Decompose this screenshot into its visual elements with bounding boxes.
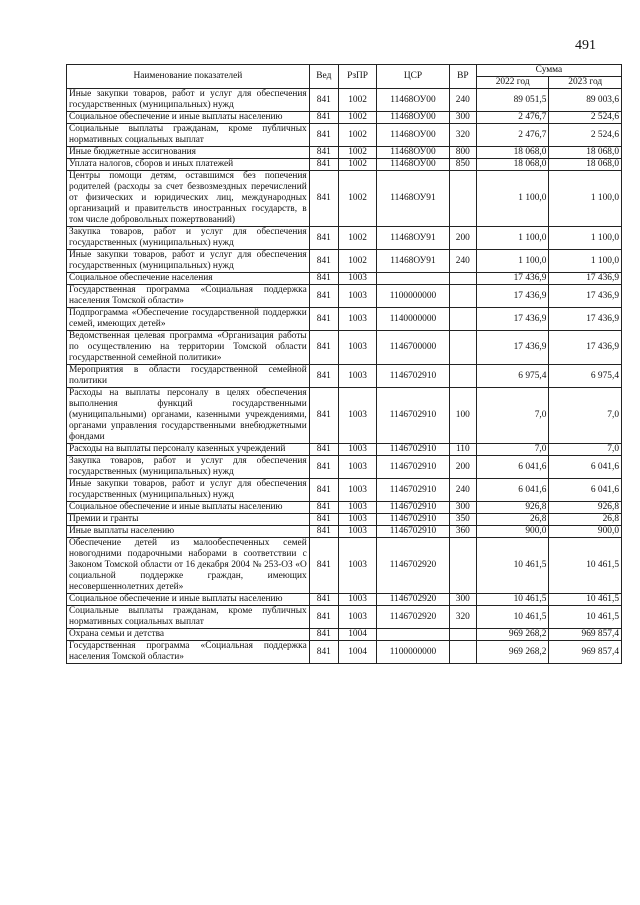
cell-csr bbox=[377, 629, 450, 641]
cell-csr: 1146702910 bbox=[377, 444, 450, 456]
table-row bbox=[67, 479, 622, 502]
cell-sum-2023: 6 041,6 bbox=[549, 456, 622, 479]
cell-ved: 841 bbox=[309, 227, 338, 250]
cell-vr bbox=[449, 365, 476, 388]
cell-rzpr: 1002 bbox=[338, 227, 376, 250]
cell-csr: 1146700000 bbox=[377, 331, 450, 365]
cell-ved: 841 bbox=[309, 112, 338, 124]
cell-rzpr: 1003 bbox=[338, 606, 376, 629]
cell-csr: 11468ОУ91 bbox=[377, 227, 450, 250]
cell-sum-2023: 17 436,9 bbox=[549, 273, 622, 285]
cell-ved: 841 bbox=[309, 365, 338, 388]
cell-csr: 1140000000 bbox=[377, 308, 450, 331]
cell-csr: 1146702910 bbox=[377, 479, 450, 502]
cell-rzpr: 1003 bbox=[338, 514, 376, 526]
cell-sum-2023: 6 041,6 bbox=[549, 479, 622, 502]
cell-name: Социальное обеспечение и иные выплаты населению bbox=[67, 112, 310, 124]
cell-sum-2023: 969 857,4 bbox=[549, 641, 622, 664]
table-row bbox=[67, 629, 622, 641]
cell-ved: 841 bbox=[309, 641, 338, 664]
cell-rzpr: 1002 bbox=[338, 112, 376, 124]
cell-csr bbox=[377, 273, 450, 285]
cell-ved: 841 bbox=[309, 285, 338, 308]
cell-vr: 240 bbox=[449, 250, 476, 273]
cell-ved: 841 bbox=[309, 538, 338, 594]
cell-name: Подпрограмма «Обеспечение государственной поддержки семей, имеющих детей» bbox=[67, 308, 310, 331]
cell-rzpr: 1003 bbox=[338, 308, 376, 331]
cell-name: Закупка товаров, работ и услуг для обеспечения государственных (муниципальных) нужд bbox=[67, 227, 310, 250]
cell-name: Закупка товаров, работ и услуг для обеспечения государственных (муниципальных) нужд bbox=[67, 456, 310, 479]
cell-sum-2022: 18 068,0 bbox=[476, 159, 549, 171]
table-row bbox=[67, 285, 622, 308]
cell-rzpr: 1002 bbox=[338, 159, 376, 171]
cell-csr: 1146702910 bbox=[377, 514, 450, 526]
cell-name: Социальное обеспечение и иные выплаты населению bbox=[67, 594, 310, 606]
cell-name: Социальные выплаты гражданам, кроме публичных нормативных социальных выплат bbox=[67, 606, 310, 629]
cell-ved: 841 bbox=[309, 514, 338, 526]
cell-sum-2023: 17 436,9 bbox=[549, 331, 622, 365]
cell-ved: 841 bbox=[309, 479, 338, 502]
cell-vr bbox=[449, 538, 476, 594]
cell-name: Мероприятия в области государственной семейной политики bbox=[67, 365, 310, 388]
cell-sum-2023: 17 436,9 bbox=[549, 285, 622, 308]
cell-sum-2023: 1 100,0 bbox=[549, 227, 622, 250]
cell-name: Обеспечение детей из малообеспеченных семей новогодними подарочными наборами в соответствии с Законом Томской области от 16 декабря 2004 № 253-ОЗ «О социальной поддержке граждан, имеющих несовершеннолетних детей» bbox=[67, 538, 310, 594]
cell-sum-2023: 7,0 bbox=[549, 388, 622, 444]
cell-sum-2022: 1 100,0 bbox=[476, 227, 549, 250]
table-row bbox=[67, 514, 622, 526]
table-row bbox=[67, 124, 622, 147]
cell-csr: 1146702910 bbox=[377, 456, 450, 479]
col-header-ved: Вед bbox=[309, 65, 338, 89]
cell-sum-2022: 89 051,5 bbox=[476, 89, 549, 112]
cell-rzpr: 1003 bbox=[338, 388, 376, 444]
cell-name: Иные бюджетные ассигнования bbox=[67, 147, 310, 159]
cell-name: Иные закупки товаров, работ и услуг для обеспечения государственных (муниципальных) нужд bbox=[67, 479, 310, 502]
cell-sum-2023: 1 100,0 bbox=[549, 171, 622, 227]
cell-ved: 841 bbox=[309, 456, 338, 479]
cell-ved: 841 bbox=[309, 89, 338, 112]
table-row bbox=[67, 250, 622, 273]
cell-sum-2022: 900,0 bbox=[476, 526, 549, 538]
cell-sum-2023: 1 100,0 bbox=[549, 250, 622, 273]
table-row bbox=[67, 526, 622, 538]
cell-rzpr: 1002 bbox=[338, 250, 376, 273]
cell-sum-2023: 10 461,5 bbox=[549, 606, 622, 629]
cell-vr bbox=[449, 285, 476, 308]
cell-vr: 360 bbox=[449, 526, 476, 538]
cell-sum-2022: 969 268,2 bbox=[476, 629, 549, 641]
cell-csr: 1146702910 bbox=[377, 388, 450, 444]
cell-sum-2022: 1 100,0 bbox=[476, 171, 549, 227]
cell-name: Иные закупки товаров, работ и услуг для обеспечения государственных (муниципальных) нужд bbox=[67, 89, 310, 112]
cell-rzpr: 1002 bbox=[338, 124, 376, 147]
cell-csr: 1146702910 bbox=[377, 365, 450, 388]
cell-sum-2022: 10 461,5 bbox=[476, 538, 549, 594]
cell-csr: 11468ОУ91 bbox=[377, 250, 450, 273]
cell-rzpr: 1003 bbox=[338, 456, 376, 479]
cell-ved: 841 bbox=[309, 444, 338, 456]
cell-sum-2022: 6 041,6 bbox=[476, 479, 549, 502]
col-header-name: Наименование показателей bbox=[67, 65, 310, 89]
cell-rzpr: 1003 bbox=[338, 444, 376, 456]
cell-csr: 1146702920 bbox=[377, 606, 450, 629]
cell-vr: 200 bbox=[449, 227, 476, 250]
table-row bbox=[67, 365, 622, 388]
cell-rzpr: 1003 bbox=[338, 479, 376, 502]
table-row bbox=[67, 444, 622, 456]
table-row bbox=[67, 147, 622, 159]
cell-ved: 841 bbox=[309, 147, 338, 159]
cell-sum-2022: 6 041,6 bbox=[476, 456, 549, 479]
cell-ved: 841 bbox=[309, 308, 338, 331]
cell-ved: 841 bbox=[309, 606, 338, 629]
cell-csr: 1146702910 bbox=[377, 502, 450, 514]
cell-name: Уплата налогов, сборов и иных платежей bbox=[67, 159, 310, 171]
cell-rzpr: 1002 bbox=[338, 147, 376, 159]
cell-sum-2023: 7,0 bbox=[549, 444, 622, 456]
cell-name: Иные закупки товаров, работ и услуг для обеспечения государственных (муниципальных) нужд bbox=[67, 250, 310, 273]
cell-name: Ведомственная целевая программа «Организация работы по осуществлению на территории Томской области государственной семейной политики» bbox=[67, 331, 310, 365]
table-row bbox=[67, 388, 622, 444]
table-row bbox=[67, 641, 622, 664]
cell-sum-2022: 2 476,7 bbox=[476, 112, 549, 124]
cell-name: Расходы на выплаты персоналу в целях обеспечения выполнения функций государственными (муниципальными) органами, казенными учреждениями, органами управления государственными внебюджетными фондами bbox=[67, 388, 310, 444]
cell-sum-2023: 10 461,5 bbox=[549, 538, 622, 594]
table-row bbox=[67, 308, 622, 331]
cell-vr: 100 bbox=[449, 388, 476, 444]
cell-rzpr: 1004 bbox=[338, 629, 376, 641]
cell-vr bbox=[449, 308, 476, 331]
cell-vr bbox=[449, 629, 476, 641]
table-row bbox=[67, 456, 622, 479]
table-row bbox=[67, 227, 622, 250]
cell-ved: 841 bbox=[309, 159, 338, 171]
cell-csr: 11468ОУ00 bbox=[377, 124, 450, 147]
cell-csr: 1146702920 bbox=[377, 594, 450, 606]
cell-rzpr: 1003 bbox=[338, 526, 376, 538]
cell-rzpr: 1004 bbox=[338, 641, 376, 664]
cell-sum-2022: 2 476,7 bbox=[476, 124, 549, 147]
cell-ved: 841 bbox=[309, 526, 338, 538]
table-row bbox=[67, 538, 622, 594]
cell-csr: 1146702910 bbox=[377, 526, 450, 538]
table-row bbox=[67, 606, 622, 629]
cell-csr: 11468ОУ00 bbox=[377, 147, 450, 159]
table-row bbox=[67, 273, 622, 285]
cell-vr: 300 bbox=[449, 594, 476, 606]
cell-sum-2022: 969 268,2 bbox=[476, 641, 549, 664]
cell-rzpr: 1003 bbox=[338, 285, 376, 308]
cell-csr: 1146702920 bbox=[377, 538, 450, 594]
table-row bbox=[67, 502, 622, 514]
cell-csr: 11468ОУ91 bbox=[377, 171, 450, 227]
cell-rzpr: 1003 bbox=[338, 273, 376, 285]
col-header-rzpr: РзПР bbox=[338, 65, 376, 89]
cell-vr: 200 bbox=[449, 456, 476, 479]
budget-table bbox=[66, 64, 622, 664]
cell-sum-2023: 10 461,5 bbox=[549, 594, 622, 606]
header-row bbox=[67, 65, 622, 77]
cell-vr bbox=[449, 641, 476, 664]
cell-ved: 841 bbox=[309, 171, 338, 227]
cell-sum-2022: 10 461,5 bbox=[476, 594, 549, 606]
cell-vr: 300 bbox=[449, 502, 476, 514]
cell-name: Охрана семьи и детства bbox=[67, 629, 310, 641]
table-row bbox=[67, 89, 622, 112]
cell-vr bbox=[449, 171, 476, 227]
cell-ved: 841 bbox=[309, 250, 338, 273]
cell-rzpr: 1002 bbox=[338, 89, 376, 112]
cell-name: Социальные выплаты гражданам, кроме публичных нормативных социальных выплат bbox=[67, 124, 310, 147]
table-row bbox=[67, 594, 622, 606]
page-number: 491 bbox=[575, 38, 596, 53]
table-row bbox=[67, 112, 622, 124]
cell-name: Иные выплаты населению bbox=[67, 526, 310, 538]
cell-ved: 841 bbox=[309, 124, 338, 147]
cell-sum-2023: 2 524,6 bbox=[549, 112, 622, 124]
cell-vr: 850 bbox=[449, 159, 476, 171]
cell-name: Государственная программа «Социальная поддержка населения Томской области» bbox=[67, 285, 310, 308]
cell-sum-2023: 18 068,0 bbox=[549, 147, 622, 159]
cell-name: Премии и гранты bbox=[67, 514, 310, 526]
cell-sum-2023: 969 857,4 bbox=[549, 629, 622, 641]
cell-sum-2022: 10 461,5 bbox=[476, 606, 549, 629]
cell-vr: 240 bbox=[449, 479, 476, 502]
cell-sum-2022: 1 100,0 bbox=[476, 250, 549, 273]
cell-sum-2022: 26,8 bbox=[476, 514, 549, 526]
cell-sum-2023: 2 524,6 bbox=[549, 124, 622, 147]
cell-ved: 841 bbox=[309, 273, 338, 285]
cell-rzpr: 1003 bbox=[338, 365, 376, 388]
table-row bbox=[67, 159, 622, 171]
cell-rzpr: 1003 bbox=[338, 538, 376, 594]
cell-sum-2022: 926,8 bbox=[476, 502, 549, 514]
cell-rzpr: 1003 bbox=[338, 594, 376, 606]
col-header-vr: ВР bbox=[449, 65, 476, 89]
cell-sum-2022: 7,0 bbox=[476, 444, 549, 456]
cell-name: Расходы на выплаты персоналу казенных учреждений bbox=[67, 444, 310, 456]
cell-ved: 841 bbox=[309, 594, 338, 606]
cell-csr: 11468ОУ00 bbox=[377, 112, 450, 124]
cell-name: Социальное обеспечение и иные выплаты населению bbox=[67, 502, 310, 514]
cell-ved: 841 bbox=[309, 502, 338, 514]
cell-ved: 841 bbox=[309, 388, 338, 444]
cell-vr: 110 bbox=[449, 444, 476, 456]
col-header-sum: Сумма bbox=[476, 65, 621, 77]
cell-name: Государственная программа «Социальная поддержка населения Томской области» bbox=[67, 641, 310, 664]
cell-name: Социальное обеспечение населения bbox=[67, 273, 310, 285]
cell-sum-2023: 18 068,0 bbox=[549, 159, 622, 171]
cell-sum-2022: 17 436,9 bbox=[476, 273, 549, 285]
cell-vr: 240 bbox=[449, 89, 476, 112]
cell-vr bbox=[449, 331, 476, 365]
cell-ved: 841 bbox=[309, 331, 338, 365]
cell-sum-2023: 17 436,9 bbox=[549, 308, 622, 331]
cell-ved: 841 bbox=[309, 629, 338, 641]
cell-rzpr: 1002 bbox=[338, 171, 376, 227]
cell-sum-2023: 926,8 bbox=[549, 502, 622, 514]
cell-name: Центры помощи детям, оставшимся без попечения родителей (расходы за счет безвозмездных перечислений от физических и юридических лиц, международных организаций и правительств иностранных государств, в том числе добровольных пожертвований) bbox=[67, 171, 310, 227]
cell-vr: 320 bbox=[449, 606, 476, 629]
cell-sum-2023: 6 975,4 bbox=[549, 365, 622, 388]
cell-csr: 1100000000 bbox=[377, 285, 450, 308]
cell-sum-2022: 6 975,4 bbox=[476, 365, 549, 388]
cell-sum-2022: 17 436,9 bbox=[476, 285, 549, 308]
cell-sum-2022: 17 436,9 bbox=[476, 308, 549, 331]
cell-vr: 350 bbox=[449, 514, 476, 526]
cell-sum-2022: 7,0 bbox=[476, 388, 549, 444]
cell-sum-2023: 89 003,6 bbox=[549, 89, 622, 112]
cell-vr: 300 bbox=[449, 112, 476, 124]
cell-csr: 11468ОУ00 bbox=[377, 89, 450, 112]
cell-sum-2023: 900,0 bbox=[549, 526, 622, 538]
cell-sum-2022: 17 436,9 bbox=[476, 331, 549, 365]
cell-sum-2022: 18 068,0 bbox=[476, 147, 549, 159]
cell-vr bbox=[449, 273, 476, 285]
cell-rzpr: 1003 bbox=[338, 502, 376, 514]
cell-vr: 800 bbox=[449, 147, 476, 159]
col-header-2022: 2022 год bbox=[476, 77, 549, 89]
col-header-csr: ЦСР bbox=[377, 65, 450, 89]
cell-csr: 1100000000 bbox=[377, 641, 450, 664]
table-row bbox=[67, 171, 622, 227]
cell-csr: 11468ОУ00 bbox=[377, 159, 450, 171]
col-header-2023: 2023 год bbox=[549, 77, 622, 89]
cell-vr: 320 bbox=[449, 124, 476, 147]
table-row bbox=[67, 331, 622, 365]
cell-sum-2023: 26,8 bbox=[549, 514, 622, 526]
cell-rzpr: 1003 bbox=[338, 331, 376, 365]
